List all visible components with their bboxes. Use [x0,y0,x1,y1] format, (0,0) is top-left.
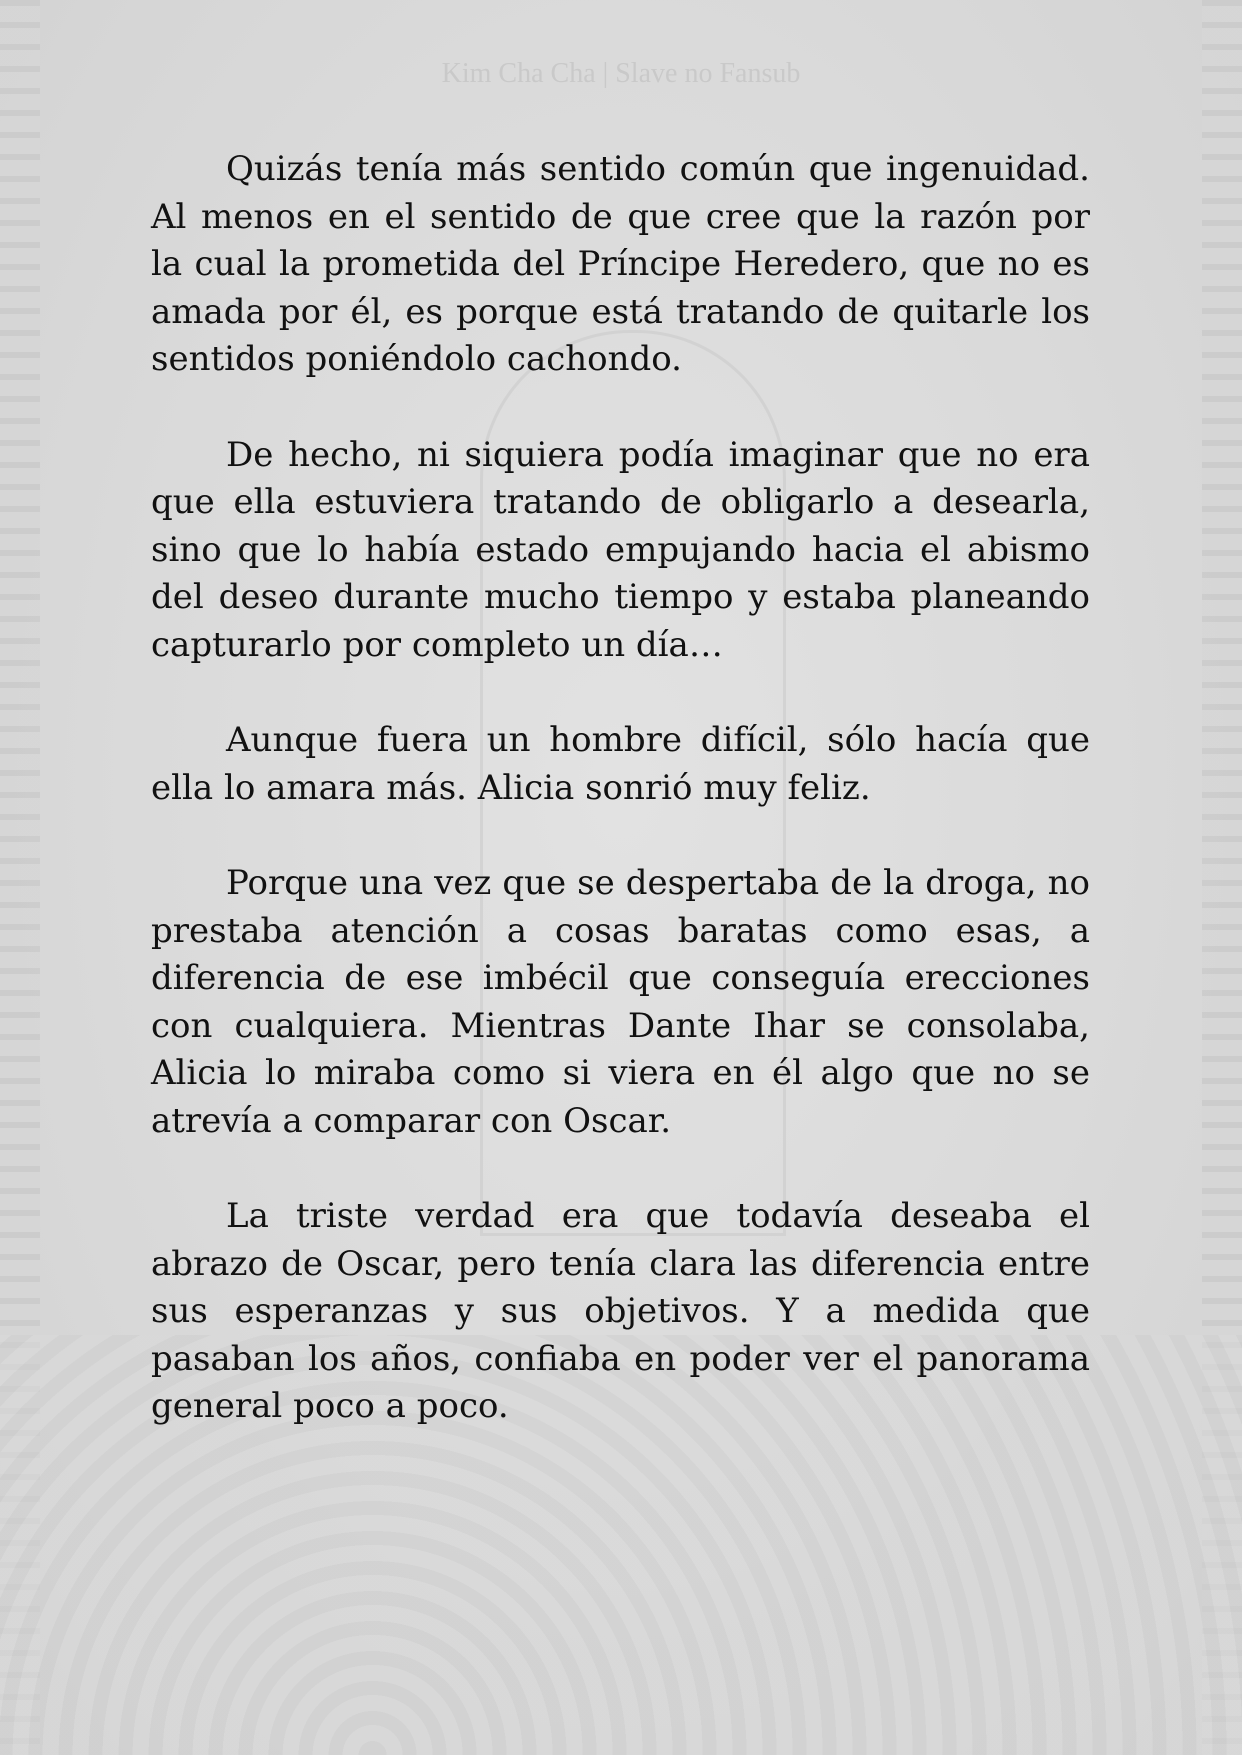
paragraph: La triste verdad era que todavía deseaba el abrazo de Oscar, pero tenía clara las diferencia entre sus esperanzas y sus objetivos. Y a medida que pasaban los años, confiaba en poder ver el panorama general poco a poco. [151,1196,1090,1427]
paragraph: Porque una vez que se despertaba de la droga, no prestaba atención a cosas baratas como esas, a diferencia de ese imbécil que conseguía erecciones con cualquiera. Mientras Dante Ihar se consolaba, Alicia lo miraba como si viera en él algo que no se atrevía a comparar con Oscar. [151,862,1090,1141]
page-body [151,146,1090,1479]
paragraph: Quizás tenía más sentido común que ingenuidad. Al menos en el sentido de que cree que la razón por la cual la prometida del Príncipe Heredero, que no es amada por él, es porque está tratando de quitarle los sentidos poniéndolo cachondo. [151,149,1090,380]
paragraph: Aunque fuera un hombre difícil, sólo hacía que ella lo amara más. Alicia sonrió muy feliz. [151,720,1090,808]
watermark-header: Kim Cha Cha | Slave no Fansub [441,58,801,89]
paragraph: De hecho, ni siquiera podía imaginar que no era que ella estuviera tratando de obligarlo a desearla, sino que lo había estado empujando hacia el abismo del deseo durante mucho tiempo y estaba planeando capturarlo por completo un día… [151,434,1090,665]
